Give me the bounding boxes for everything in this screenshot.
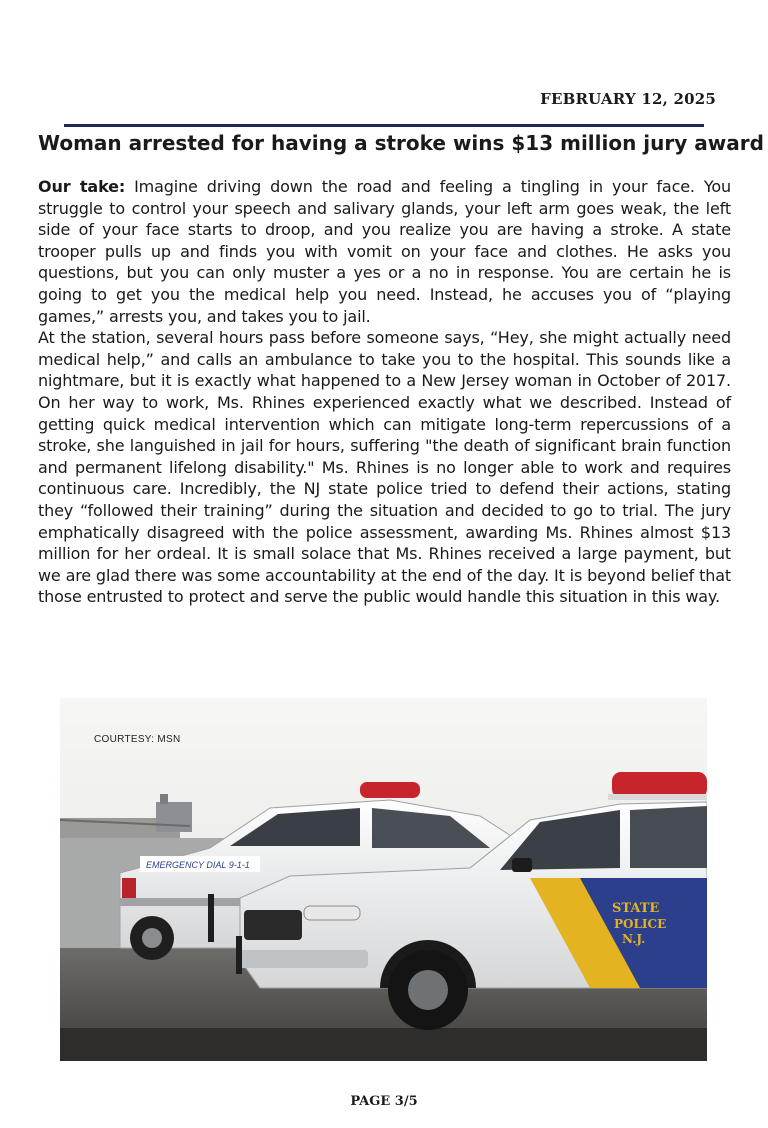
rear-car-door-text: EMERGENCY DIAL 9-1-1 [146, 860, 250, 870]
door-text-line-3: N.J. [622, 932, 646, 946]
article-body [38, 176, 731, 608]
paragraph-1-text: Imagine driving down the road and feeling a tingling in your face. You struggle to control your speech and salivary glands, your left arm goes weak, the left side of your face starts to droop, and you realize you are having a stroke. A state trooper pulls up and finds you with vomit on your face and clothes. He asks you questions, but you can only muster a yes or a no in response. You are certain he is going to get you the medical help you need. Instead, he accuses you of “playing games,” arrests you, and takes you to jail. [38, 177, 731, 326]
door-text-line-1: STATE [612, 901, 660, 916]
paragraph-2: At the station, several hours pass before someone says, “Hey, she might actually need medical help,” and calls an ambulance to take you to the hospital. This sounds like a nightmare, but it is exactly what happened to a New Jersey woman in October of 2017. On her way to work, Ms. Rhines experienced exactly what we described. Instead of getting quick medical intervention which can mitigate long-term repercussions of a stroke, she languished in jail for hours, suffering "the death of significant brain function and permanent lifelong disability." Ms. Rhines is no longer able to work and requires continuous care. Incredibly, the NJ state police tried to defend their actions, stating they “followed their training” during the situation and decided to go to trial. The jury emphatically disagreed with the police assessment, awarding Ms. Rhines almost $13 million for her ordeal. It is small solace that Ms. Rhines received a large payment, but we are glad there was some accountability at the end of the day. It is beyond belief that those entrusted to protect and serve the public would handle this situation in this way. [38, 328, 731, 607]
article-photo [60, 698, 707, 1061]
header-rule [64, 124, 704, 127]
photo-credit: COURTESY: MSN [94, 734, 181, 745]
issue-date: FEBRUARY 12, 2025 [540, 90, 716, 108]
lead-label: Our take: [38, 177, 126, 196]
article-headline: Woman arrested for having a stroke wins $13 million jury award [38, 131, 764, 155]
police-cars-illustration [60, 698, 707, 1061]
page-number: PAGE 3/5 [350, 1094, 418, 1109]
paragraph-1 [38, 176, 731, 327]
door-text-line-2: POLICE [614, 917, 667, 931]
